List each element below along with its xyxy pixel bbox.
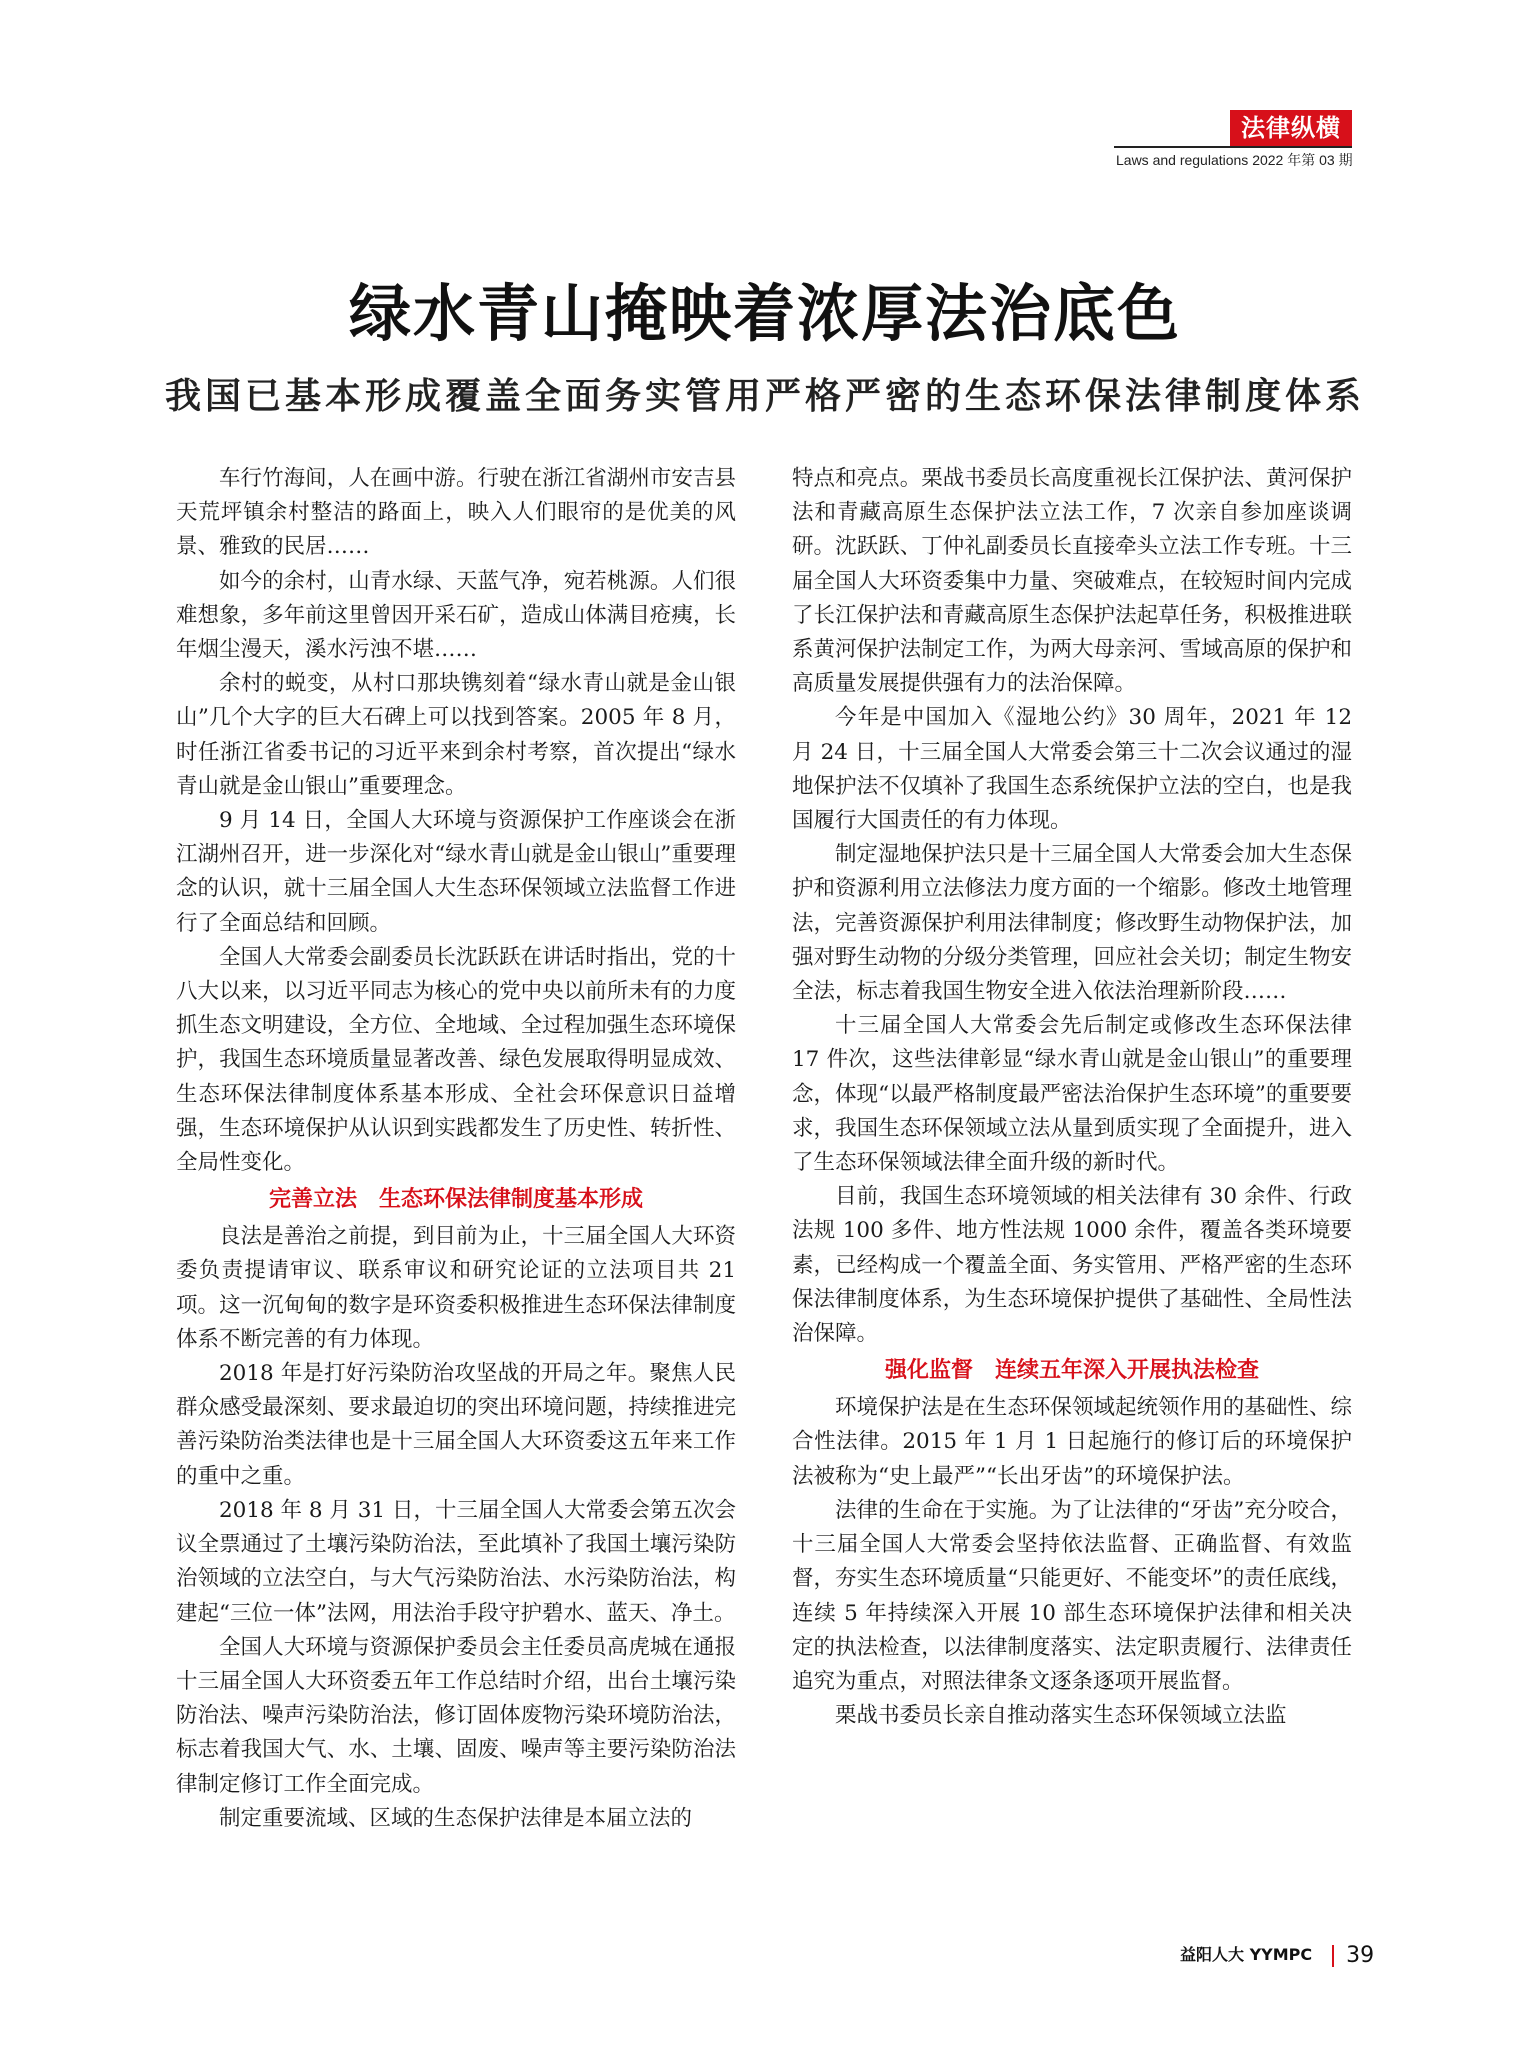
heading-text: 连续五年深入开展执法检查 <box>995 1358 1260 1384</box>
paragraph: 目前，我国生态环境领域的相关法律有 30 余件、行政法规 100 多件、地方性法规 1000 余件，覆盖各类环境要素，已经构成一个覆盖全面、务实管用、严格严密的生态环保法律制度体系，为生态环境保护提供了基础性、全局性法治保障。 <box>792 1184 1352 1347</box>
section-heading <box>176 1180 736 1220</box>
article-title: 绿水青山掩映着浓厚法治底色 <box>348 277 1181 350</box>
right-column <box>792 462 1352 1733</box>
paragraph: 环境保护法是在生态环保领域起统领作用的基础性、综合性法律。2015 年 1 月 1 日起施行的修订后的环境保护法被称为“史上最严”“长出牙齿”的环境保护法。 <box>792 1395 1352 1489</box>
paragraph: 2018 年 8 月 31 日，十三届全国人大常委会第五次会议全票通过了土壤污染防治法，至此填补了我国土壤污染防治领域的立法空白，与大气污染防治法、水污染防治法，构建起“三位一体”法网，用法治手段守护碧水、蓝天、净土。 <box>176 1497 736 1626</box>
paragraph: 制定重要流域、区域的生态保护法律是本届立法的 <box>219 1805 693 1831</box>
article-subtitle: 我国已基本形成覆盖全面务实管用严格严密的生态环保法律制度体系 <box>164 375 1365 417</box>
header-rule <box>1114 146 1352 148</box>
left-column <box>176 462 736 1836</box>
page-number: 39 <box>1346 1943 1375 1968</box>
paragraph: 栗战书委员长亲自推动落实生态环保领域立法监 <box>835 1703 1287 1729</box>
page-footer <box>1180 1942 1374 1968</box>
section-tag: 法律纵横 <box>1230 110 1352 146</box>
paragraph: 车行竹海间，人在画中游。行驶在浙江省湖州市安吉县天荒坪镇余村整洁的路面上，映入人们眼帘的是优美的风景、雅致的民居…… <box>176 466 736 560</box>
footer-divider <box>1332 1945 1334 1967</box>
magazine-name: 益阳人大 YYMPC <box>1180 1945 1313 1964</box>
paragraph: 法律的生命在于实施。为了让法律的“牙齿”充分咬合，十三届全国人大常委会坚持依法监督、正确监督、有效监督，夯实生态环境质量“只能更好、不能变坏”的责任底线，连续 5 年持续深入开展 10 部生态环境保护法律和相关决定的执法检查，以法律制度落实、法定职责履行、法律责任追究为重点，对照法律条文逐条逐项开展监督。 <box>792 1497 1352 1694</box>
section-heading <box>792 1351 1352 1391</box>
heading-keyword: 完善立法 <box>268 1187 357 1213</box>
paragraph: 全国人大常委会副委员长沈跃跃在讲话时指出，党的十八大以来，以习近平同志为核心的党中央以前所未有的力度抓生态文明建设，全方位、全地域、全过程加强生态环境保护，我国生态环境质量显著改善、绿色发展取得明显成效、生态环保法律制度体系基本形成、全社会环保意识日益增强，生态环境保护从认识到实践都发生了历史性、转折性、全局性变化。 <box>176 944 736 1176</box>
paragraph: 全国人大环境与资源保护委员会主任委员高虎城在通报十三届全国人大环资委五年工作总结时介绍，出台土壤污染防治法、噪声污染防治法，修订固体废物污染环境防治法，标志着我国大气、水、土壤、固废、噪声等主要污染防治法律制定修订工作全面完成。 <box>176 1634 736 1797</box>
heading-text: 生态环保法律制度基本形成 <box>379 1187 644 1213</box>
paragraph: 今年是中国加入《湿地公约》30 周年，2021 年 12 月 24 日，十三届全国人大常委会第三十二次会议通过的湿地保护法不仅填补了我国生态系统保护立法的空白，也是我国履行大国责任的有力体现。 <box>792 705 1352 834</box>
paragraph: 余村的蜕变，从村口那块镌刻着“绿水青山就是金山银山”几个大字的巨大石碑上可以找到答案。2005 年 8 月，时任浙江省委书记的习近平来到余村考察，首次提出“绿水青山就是金山银山”重要理念。 <box>176 671 736 799</box>
paragraph: 良法是善治之前提，到目前为止，十三届全国人大环资委负责提请审议、联系审议和研究论证的立法项目共 21 项。这一沉甸甸的数字是环资委积极推进生态环保法律制度体系不断完善的有力体现。 <box>176 1224 736 1352</box>
paragraph: 如今的余村，山青水绿、天蓝气净，宛若桃源。人们很难想象，多年前这里曾因开采石矿，造成山体满目疮痍，长年烟尘漫天，溪水污浊不堪…… <box>176 568 736 663</box>
paragraph: 2018 年是打好污染防治攻坚战的开局之年。聚焦人民群众感受最深刻、要求最迫切的突出环境问题，持续推进完善污染防治类法律也是十三届全国人大环资委这五年来工作的重中之重。 <box>176 1361 736 1489</box>
issue-info: Laws and regulations 2022 年第 03 期 <box>1116 152 1353 168</box>
paragraph: 9 月 14 日，全国人大环境与资源保护工作座谈会在浙江湖州召开，进一步深化对“绿水青山就是金山银山”重要理念的认识，就十三届全国人大生态环保领域立法监督工作进行了全面总结和回顾。 <box>176 808 736 936</box>
paragraph: 十三届全国人大常委会先后制定或修改生态环保法律 17 件次，这些法律彰显“绿水青山就是金山银山”的重要理念，体现“以最严格制度最严密法治保护生态环境”的重要要求，我国生态环保领域立法从量到质实现了全面提升，进入了生态环保领域法律全面升级的新时代。 <box>792 1013 1352 1176</box>
paragraph: 特点和亮点。栗战书委员长高度重视长江保护法、黄河保护法和青藏高原生态保护法立法工作，7 次亲自参加座谈调研。沈跃跃、丁仲礼副委员长直接牵头立法工作专班。十三届全国人大环资委集中力量、突破难点，在较短时间内完成了长江保护法和青藏高原生态保护法起草任务，积极推进联系黄河保护法制定工作，为两大母亲河、雪域高原的保护和高质量发展提供强有力的法治保障。 <box>792 466 1352 697</box>
heading-keyword: 强化监督 <box>884 1358 973 1384</box>
paragraph: 制定湿地保护法只是十三届全国人大常委会加大生态保护和资源利用立法修法力度方面的一个缩影。修改土地管理法，完善资源保护利用法律制度；修改野生动物保护法，加强对野生动物的分级分类管理，回应社会关切；制定生物安全法，标志着我国生物安全进入依法治理新阶段…… <box>792 842 1352 1005</box>
